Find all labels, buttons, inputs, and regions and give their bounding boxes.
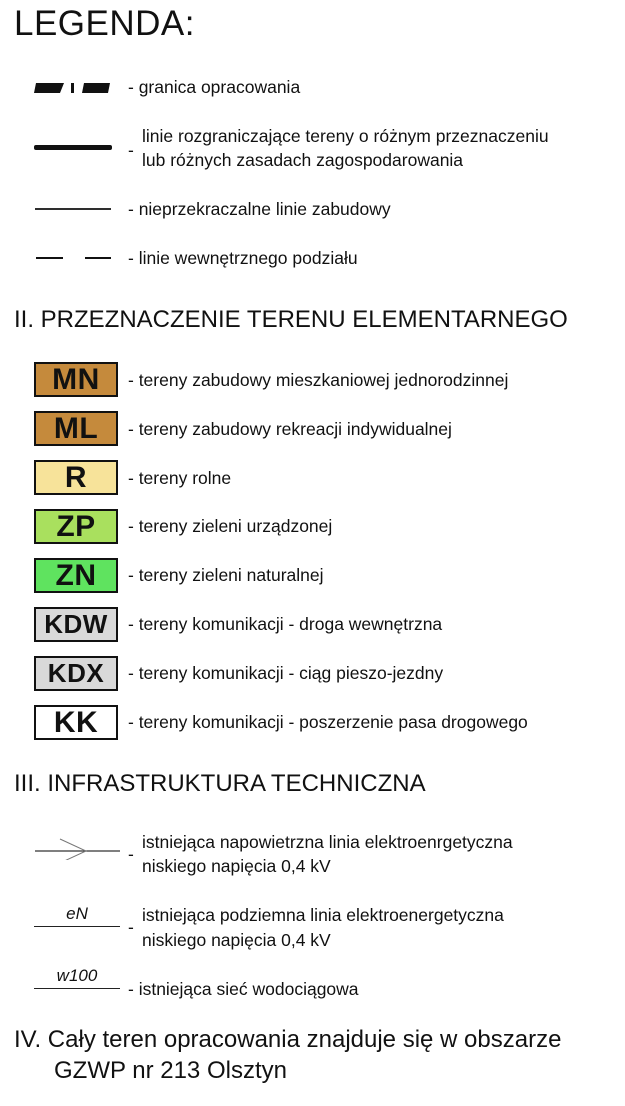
demarcation-dash: - [128,140,134,160]
land-use-desc-zp: - tereny zieleni urządzonej [128,516,333,536]
code-box-zn: ZN [34,558,118,593]
footer-line-1: IV. Cały teren opracowania znajduje się w obszarze [14,1026,562,1053]
land-use-desc-kk: - tereny komunikacji - poszerzenie pasa drogowego [128,712,528,732]
thick-line-symbol [34,143,114,153]
land-use-desc-r: - tereny rolne [128,468,232,488]
study-boundary-symbol [34,80,114,96]
section-3-heading: III. INFRASTRUKTURA TECHNICZNA [14,770,426,797]
land-use-desc-kdw: - tereny komunikacji - droga wewnętrzna [128,614,443,634]
section-2-heading: II. PRZEZNACZENIE TERENU ELEMENTARNEGO [14,306,568,333]
demarcation-desc-line2: lub różnych zasadach zagospodarowania [142,150,464,170]
land-use-desc-zn: - tereny zieleni naturalnej [128,565,324,585]
overhead-line-desc-line2: niskiego napięcia 0,4 kV [142,856,331,876]
water-network-desc: - istniejąca sieć wodociągowa [128,979,359,999]
demarcation-desc-line1: linie rozgraniczające tereny o różnym przeznaczeniu [142,126,549,146]
water-network-symbol [34,966,120,989]
footer-line-2: GZWP nr 213 Olsztyn [54,1057,287,1084]
code-box-kdx: KDX [34,656,118,691]
dashed-line-symbol [34,254,114,262]
code-box-mn: MN [34,362,118,397]
code-box-zp: ZP [34,509,118,544]
underground-line-desc-line1: istniejąca podziemna linia elektroenergetyczna [142,905,504,925]
overhead-line-desc-line1: istniejąca napowietrzna linia elektroenrgetyczna [142,832,513,852]
code-box-r: R [34,460,118,495]
building-lines-desc: - nieprzekraczalne linie zabudowy [128,199,391,219]
land-use-desc-kdx: - tereny komunikacji - ciąg pieszo-jezdny [128,663,444,683]
underground-line-symbol [34,904,120,927]
legend-title: LEGENDA: [14,4,195,43]
code-box-ml: ML [34,411,118,446]
overhead-line-dash: - [128,844,134,864]
code-box-kk: KK [34,705,118,740]
code-box-kdw: KDW [34,607,118,642]
internal-division-desc: - linie wewnętrznego podziału [128,248,358,268]
overhead-line-symbol [34,836,122,860]
underground-line-label: eN [66,904,88,923]
water-network-label: w100 [56,966,98,985]
underground-line-dash: - [128,917,134,937]
land-use-desc-ml: - tereny zabudowy rekreacji indywidualnej [128,419,452,439]
thin-line-symbol [34,205,114,213]
study-boundary-desc: - granica opracowania [128,77,301,97]
land-use-desc-mn: - tereny zabudowy mieszkaniowej jednorodzinnej [128,370,509,390]
underground-line-desc-line2: niskiego napięcia 0,4 kV [142,930,331,950]
